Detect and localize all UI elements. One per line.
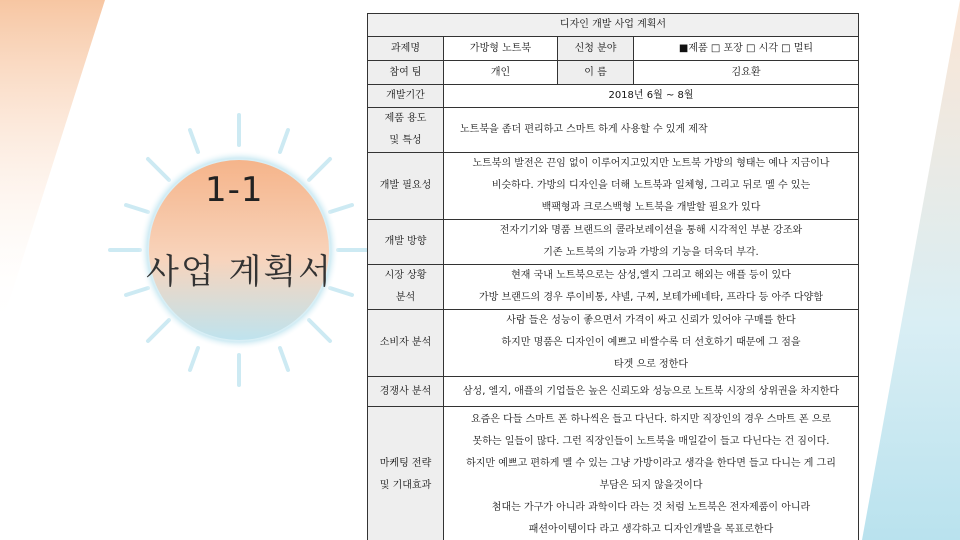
- field-label: 신청 분야: [558, 37, 634, 61]
- text-line: 기존 노트북의 기능과 가방의 기능을 더욱더 부각.: [543, 247, 759, 258]
- text-line: 전자기기와 명품 브랜드의 콜라보레이션을 통해 시각적인 부분 강조와: [499, 225, 803, 236]
- text-line: 부담은 되지 않을것이다: [599, 479, 703, 491]
- text-line: 첨대는 가구가 아니라 과학이다 라는 것 처럼 노트북은 전자제품이 아니라: [491, 501, 811, 513]
- text-line: 하지만 명품은 디자인이 예쁘고 비쌀수록 더 선호하기 때문에 그 점을: [501, 337, 801, 348]
- competitor-text: 삼성, 엘지, 애플의 기업들은 높은 신뢰도와 성능으로 노트북 시장의 상위권을 차지한다: [444, 377, 859, 407]
- text-line: 백팩형과 크로스백형 노트북을 개발할 필요가 있다: [541, 202, 761, 213]
- market-label: [368, 265, 444, 310]
- marketing-text: [444, 407, 859, 540]
- project-name-value: 가방형 노트북: [444, 37, 558, 61]
- field-options: ■제품 □ 포장 □ 시각 □ 멀티: [634, 37, 859, 61]
- text-line: 타겟 으로 정한다: [614, 359, 688, 370]
- slide-number: 1-1: [205, 170, 264, 210]
- name-value: 김요환: [634, 61, 859, 85]
- purpose-label-line: 및 특성: [389, 135, 422, 146]
- marketing-label-line: 및 기대효과: [379, 479, 432, 491]
- direction-text: [444, 220, 859, 265]
- market-label-line: 시장 상황: [384, 270, 427, 281]
- text-line: 패션아이템이다 라고 생각하고 디자인개발을 목표로한다: [528, 523, 774, 535]
- market-text: [444, 265, 859, 310]
- market-label-line: 분석: [395, 292, 416, 303]
- text-line: 가방 브랜드의 경우 루이비통, 샤넬, 구찌, 보테가베네타, 프라다 등 아주 다양함: [479, 292, 823, 303]
- text-line: 하지만 예쁘고 편하게 멜 수 있는 그냥 가방이라고 생각을 한다면 들고 다니는 게 그리: [466, 457, 836, 469]
- project-name-label: 과제명: [368, 37, 444, 61]
- marketing-label: [368, 407, 444, 540]
- consumer-text: [444, 310, 859, 377]
- purpose-text: 노트북을 좀더 편리하고 스마트 하게 사용할 수 있게 제작: [444, 108, 859, 153]
- table-header: 디자인 개발 사업 계획서: [368, 14, 859, 37]
- team-value: 개인: [444, 61, 558, 85]
- text-line: 노트북의 발전은 끈임 없이 이루어지고있지만 노트북 가방의 형태는 예나 지금이나: [472, 158, 830, 169]
- text-line: 사람 들은 성능이 좋으면서 가격이 싸고 신뢰가 있어야 구매를 한다: [506, 315, 796, 326]
- period-label: 개발기간: [368, 85, 444, 108]
- slide-title: 사업 계획서: [146, 252, 334, 292]
- team-label: 참여 팀: [368, 61, 444, 85]
- text-line: 요즘은 다들 스마트 폰 하나씩은 들고 다닌다. 하지만 직장인의 경우 스마트 폰 으로: [470, 413, 832, 425]
- text-line: 현재 국내 노트북으로는 삼성,엘지 그리고 해외는 애플 등이 있다: [511, 270, 791, 281]
- period-value: 2018년 6월 ~ 8월: [444, 85, 859, 108]
- business-plan-table: [367, 13, 859, 540]
- competitor-label: 경쟁사 분석: [368, 377, 444, 407]
- need-text: [444, 153, 859, 220]
- need-label: 개발 필요성: [368, 153, 444, 220]
- marketing-label-line: 마케팅 전략: [379, 457, 432, 469]
- direction-label: 개발 방향: [368, 220, 444, 265]
- purpose-label-line: 제품 용도: [384, 113, 427, 124]
- text-line: 못하는 일들이 많다. 그런 직장인들이 노트북을 매일같이 들고 다닌다는 건 짐이다.: [472, 435, 830, 447]
- purpose-label: [368, 108, 444, 153]
- text-line: 비슷하다. 가방의 디자인을 더해 노트북과 일체형, 그리고 뒤로 멜 수 있는: [491, 180, 811, 191]
- name-label: 이 름: [558, 61, 634, 85]
- consumer-label: 소비자 분석: [368, 310, 444, 377]
